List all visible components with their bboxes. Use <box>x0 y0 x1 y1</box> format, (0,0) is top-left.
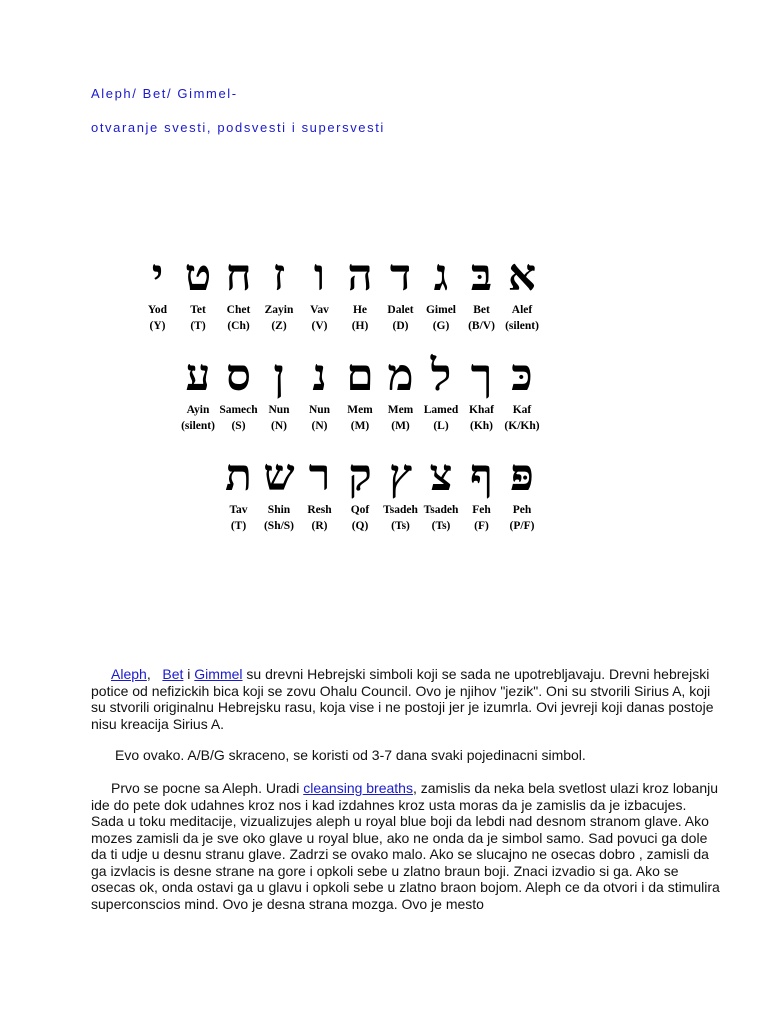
letter-cell <box>420 252 462 334</box>
hebrew-letter-glyph: ט <box>184 250 212 301</box>
paragraph-instructions-after: , zamislis da neka bela svetlost ulazi kroz lobanju ide do pete dok udahnes kroz nos i kad izdahnes kroz usta moras da je zamislis da je izbacujes. Sada u toku meditacije, vizualizujes aleph u royal blue boji da lebdi nad desnom stranom glave. Ako mozes zamisli da je sve oko glave u royal blue, ako ne onda da je simbol samo. Sad povuci ga dole da ti udje u desnu stranu glave. Zadrzi se ovako malo. Ako se slucajno ne osecas dobro , zamisli da ga izvlacis is desne strane na gore i opkoli sebe u zlatno braun boji. Znaci izvadio si ga. Ako se osecas ok, onda ostavi ga u glavu i opkoli sebe u zlatno braon bojom. Aleph ce da otvori i da stimulira superconscios mind. Ovo je desna strana mozga. Ovo je mesto <box>91 780 720 912</box>
letter-cell <box>339 252 381 334</box>
letter-transliteration: (V) <box>311 320 328 332</box>
hebrew-letter-glyph: ל <box>430 350 452 401</box>
letter-name: Mem <box>387 404 414 416</box>
paragraph-instructions-before: Prvo se pocne sa Aleph. Uradi <box>111 780 304 796</box>
hebrew-letter-glyph: מ <box>387 350 414 401</box>
hebrew-letter-glyph: ף <box>470 450 493 501</box>
letter-name: Chet <box>226 304 251 316</box>
letter-cell <box>501 252 543 334</box>
paragraph-intro <box>91 666 721 732</box>
letter-cell <box>380 252 422 334</box>
letter-transliteration: (R) <box>311 520 328 532</box>
hebrew-letter-glyph: ד <box>389 250 412 301</box>
hebrew-letter-glyph: ע <box>185 350 211 401</box>
hebrew-letter-glyph: ו <box>313 250 326 301</box>
separator: i <box>183 666 195 682</box>
letter-transliteration: (Q) <box>351 520 369 532</box>
letter-transliteration: (G) <box>432 320 450 332</box>
letter-transliteration: (T) <box>190 320 206 332</box>
hebrew-letter-glyph: ק <box>348 450 372 501</box>
letter-cell <box>339 452 381 534</box>
letter-transliteration: (L) <box>433 420 449 432</box>
letter-transliteration: (Sh/S) <box>263 520 295 532</box>
letter-cell <box>461 452 503 534</box>
link-bet[interactable]: Bet <box>162 666 184 682</box>
hebrew-letter-glyph: ר <box>308 450 331 501</box>
letter-name: Zayin <box>264 304 294 316</box>
hebrew-letter-glyph: נ <box>312 350 327 401</box>
letter-name: Samech <box>219 404 258 416</box>
link-aleph[interactable]: Aleph <box>111 666 147 682</box>
letter-name: Vav <box>310 304 329 316</box>
hebrew-letter-glyph: ש <box>263 450 295 501</box>
hebrew-letter-glyph: ן <box>273 350 285 401</box>
letter-name: Bet <box>473 304 490 316</box>
paragraph-usage <box>91 747 721 764</box>
letter-cell <box>501 352 543 434</box>
letter-cell <box>218 452 260 534</box>
letter-cell <box>218 352 260 434</box>
separator: , <box>146 666 163 682</box>
letter-transliteration: (Kh) <box>470 420 493 432</box>
letter-cell <box>420 352 462 434</box>
letter-cell <box>177 252 219 334</box>
letter-transliteration: (T) <box>230 520 247 532</box>
hebrew-letter-glyph: ה <box>347 250 373 301</box>
letter-name: He <box>352 304 368 316</box>
paragraph-usage-text: Evo ovako. A/B/G skraceno, se koristi od 3-7 dana svaki pojedinacni simbol. <box>115 747 586 763</box>
letter-name: Khaf <box>469 404 494 416</box>
page-title: Aleph/ Bet/ Gimmel- <box>91 86 238 101</box>
letter-name: Feh <box>472 504 491 516</box>
letter-name: Nun <box>268 404 290 416</box>
letter-name: Gimel <box>425 304 457 316</box>
hebrew-letter-glyph: ם <box>346 350 374 401</box>
hebrew-letter-glyph: ז <box>272 250 286 301</box>
letter-cell <box>258 352 300 434</box>
hebrew-letter-glyph: ס <box>225 350 252 401</box>
paragraph-instructions <box>91 780 721 912</box>
letter-cell <box>299 252 341 334</box>
hebrew-letter-glyph: י <box>151 250 164 301</box>
letter-transliteration: (silent) <box>505 320 539 332</box>
hebrew-letter-glyph: צ <box>429 450 453 501</box>
link-cleansing-breaths[interactable]: cleansing breaths <box>303 780 413 796</box>
letter-transliteration: (F) <box>474 520 489 532</box>
letter-cell <box>461 352 503 434</box>
letter-transliteration: (Ts) <box>431 520 451 532</box>
hebrew-letter-glyph: פּ <box>510 450 534 501</box>
letter-name: Tav <box>229 504 248 516</box>
letter-transliteration: (N) <box>271 420 287 432</box>
letter-cell <box>501 452 543 534</box>
letter-transliteration: (P/F) <box>509 520 535 532</box>
letter-cell <box>218 252 260 334</box>
letter-transliteration: (B/V) <box>468 320 495 332</box>
hebrew-letter-glyph: ח <box>225 250 252 301</box>
paragraph-intro-text: su drevni Hebrejski simboli koji se sada ne upotrebljavaju. Drevni hebrejski potice od nefizickih bica koji se zovu Ohalu Council. Ovo je njihov "jezik". Oni su stvorili Sirius A, koji su stvorili originalnu Hebrejsku rasu, koja vise i ne postoji jer je izumrla. Ovi jevreji koji danas postoje nisu kreacija Sirius A. <box>91 666 714 732</box>
letter-transliteration: (M) <box>391 420 410 432</box>
letter-name: Nun <box>308 404 331 416</box>
letter-name: Ayin <box>186 404 210 416</box>
letter-transliteration: (silent) <box>181 420 215 432</box>
letter-cell <box>461 252 503 334</box>
hebrew-alphabet-chart <box>98 252 548 552</box>
letter-cell <box>258 252 300 334</box>
hebrew-letter-glyph: כּ <box>511 350 533 401</box>
letter-cell <box>299 452 341 534</box>
letter-cell <box>137 252 179 334</box>
letter-cell <box>420 452 462 534</box>
letter-name: Alef <box>511 304 533 316</box>
letter-name: Shin <box>267 504 291 516</box>
hebrew-letter-glyph: ג <box>433 250 449 301</box>
letter-transliteration: (Ch) <box>227 320 250 332</box>
letter-name: Resh <box>307 504 332 516</box>
letter-transliteration: (Y) <box>149 320 166 332</box>
letter-name: Lamed <box>423 404 459 416</box>
hebrew-letter-glyph: א <box>507 250 537 301</box>
page-subtitle: otvaranje svesti, podsvesti i supersvesti <box>91 120 385 135</box>
hebrew-letter-glyph: ץ <box>389 450 412 501</box>
letter-name: Qof <box>350 504 370 516</box>
letter-transliteration: (N) <box>311 420 328 432</box>
letter-name: Tsadeh <box>423 504 459 516</box>
link-gimmel[interactable]: Gimmel <box>194 666 243 682</box>
hebrew-letter-glyph: ת <box>225 450 252 501</box>
letter-name: Kaf <box>512 404 532 416</box>
letter-transliteration: (D) <box>392 320 409 332</box>
letter-transliteration: (S) <box>231 420 246 432</box>
letter-cell <box>380 452 422 534</box>
letter-transliteration: (M) <box>350 420 370 432</box>
letter-transliteration: (Ts) <box>391 520 410 532</box>
letter-transliteration: (H) <box>351 320 369 332</box>
letter-name: Peh <box>512 504 532 516</box>
letter-cell <box>380 352 422 434</box>
letter-name: Mem <box>347 404 373 416</box>
letter-cell <box>339 352 381 434</box>
letter-transliteration: (K/Kh) <box>504 420 540 432</box>
hebrew-letter-glyph: ך <box>470 350 493 401</box>
letter-cell <box>258 452 300 534</box>
letter-name: Tsadeh <box>383 504 418 516</box>
letter-cell <box>299 352 341 434</box>
hebrew-letter-glyph: בּ <box>470 250 493 301</box>
letter-name: Dalet <box>387 304 414 316</box>
letter-name: Tet <box>190 304 206 316</box>
letter-cell <box>177 352 219 434</box>
letter-transliteration: (Z) <box>271 320 287 332</box>
letter-name: Yod <box>147 304 168 316</box>
